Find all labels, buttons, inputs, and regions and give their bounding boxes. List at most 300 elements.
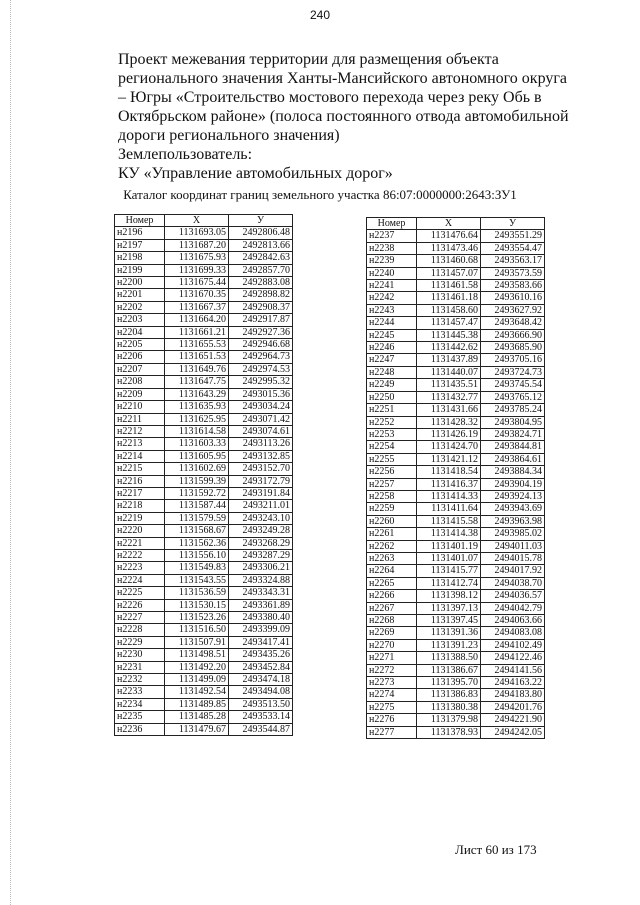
y-coordinate-cell: 2493563.17 — [481, 255, 545, 267]
point-number-cell: н2245 — [367, 329, 417, 341]
point-number-cell: н2266 — [367, 590, 417, 602]
table-row — [367, 577, 545, 589]
table-row — [367, 466, 545, 478]
point-number-cell: н2226 — [115, 599, 165, 611]
y-coordinate-cell: 2492898.82 — [229, 289, 293, 301]
point-number-cell: н2241 — [367, 280, 417, 292]
y-coordinate-cell: 2492995.32 — [229, 376, 293, 388]
heading-line: Проект межевания территории для размещения объекта — [118, 51, 499, 68]
x-coordinate-cell: 1131440.07 — [417, 366, 481, 378]
table-row — [115, 500, 293, 512]
x-coordinate-cell: 1131605.95 — [165, 450, 229, 462]
y-coordinate-cell: 2494083.08 — [481, 627, 545, 639]
table-row — [367, 664, 545, 676]
table-row — [115, 301, 293, 313]
y-coordinate-cell: 2492927.36 — [229, 326, 293, 338]
y-coordinate-cell: 2493452.84 — [229, 661, 293, 673]
table-row — [367, 515, 545, 527]
y-coordinate-cell: 2493243.10 — [229, 512, 293, 524]
y-coordinate-cell: 2494038.70 — [481, 577, 545, 589]
table-row — [115, 289, 293, 301]
point-number-cell: н2205 — [115, 339, 165, 351]
point-number-cell: н2262 — [367, 540, 417, 552]
table-row — [367, 267, 545, 279]
coordinates-table-left — [114, 214, 293, 736]
heading-line: регионального значения Ханты-Мансийского автономного округа — [118, 70, 568, 87]
x-coordinate-cell: 1131651.53 — [165, 351, 229, 363]
point-number-cell: н2249 — [367, 379, 417, 391]
y-coordinate-cell: 2493765.12 — [481, 391, 545, 403]
table-row — [367, 540, 545, 552]
table-row — [115, 401, 293, 413]
y-coordinate-cell: 2493513.50 — [229, 698, 293, 710]
table-row — [115, 686, 293, 698]
point-number-cell: н2216 — [115, 475, 165, 487]
point-number-cell: н2201 — [115, 289, 165, 301]
y-coordinate-cell: 2493361.89 — [229, 599, 293, 611]
y-coordinate-cell: 2494141.56 — [481, 664, 545, 676]
table-row — [115, 711, 293, 723]
y-coordinate-cell: 2494063.66 — [481, 615, 545, 627]
x-coordinate-cell: 1131461.58 — [417, 280, 481, 292]
column-header-y: У — [229, 215, 293, 227]
x-coordinate-cell: 1131670.35 — [165, 289, 229, 301]
point-number-cell: н2276 — [367, 714, 417, 726]
point-number-cell: н2251 — [367, 404, 417, 416]
page-number: 240 — [309, 8, 331, 22]
x-coordinate-cell: 1131386.67 — [417, 664, 481, 676]
point-number-cell: н2265 — [367, 577, 417, 589]
table-row — [367, 304, 545, 316]
y-coordinate-cell: 2492883.08 — [229, 277, 293, 289]
x-coordinate-cell: 1131568.67 — [165, 525, 229, 537]
table-row — [115, 537, 293, 549]
y-coordinate-cell: 2493685.90 — [481, 342, 545, 354]
table-row — [115, 376, 293, 388]
y-coordinate-cell: 2493113.26 — [229, 438, 293, 450]
table-row — [367, 441, 545, 453]
point-number-cell: н2219 — [115, 512, 165, 524]
y-coordinate-cell: 2492857.70 — [229, 264, 293, 276]
point-number-cell: н2275 — [367, 701, 417, 713]
point-number-cell: н2274 — [367, 689, 417, 701]
x-coordinate-cell: 1131507.91 — [165, 636, 229, 648]
x-coordinate-cell: 1131415.77 — [417, 565, 481, 577]
y-coordinate-cell: 2492917.87 — [229, 314, 293, 326]
table-row — [115, 661, 293, 673]
y-coordinate-cell: 2493985.02 — [481, 528, 545, 540]
point-number-cell: н2259 — [367, 503, 417, 515]
y-coordinate-cell: 2493399.09 — [229, 624, 293, 636]
point-number-cell: н2208 — [115, 376, 165, 388]
x-coordinate-cell: 1131458.60 — [417, 304, 481, 316]
table-row — [367, 639, 545, 651]
table-row — [367, 280, 545, 292]
point-number-cell: н2200 — [115, 277, 165, 289]
table-row — [367, 677, 545, 689]
y-coordinate-cell: 2493474.18 — [229, 674, 293, 686]
x-coordinate-cell: 1131435.51 — [417, 379, 481, 391]
x-coordinate-cell: 1131592.72 — [165, 487, 229, 499]
document-heading — [118, 50, 569, 183]
y-coordinate-cell: 2492974.53 — [229, 363, 293, 375]
point-number-cell: н2224 — [115, 574, 165, 586]
y-coordinate-cell: 2493573.59 — [481, 267, 545, 279]
x-coordinate-cell: 1131398.12 — [417, 590, 481, 602]
point-number-cell: н2254 — [367, 441, 417, 453]
table-row — [115, 649, 293, 661]
point-number-cell: н2223 — [115, 562, 165, 574]
y-coordinate-cell: 2492842.63 — [229, 252, 293, 264]
x-coordinate-cell: 1131379.98 — [417, 714, 481, 726]
y-coordinate-cell: 2493544.87 — [229, 723, 293, 735]
y-coordinate-cell: 2494163.22 — [481, 677, 545, 689]
x-coordinate-cell: 1131414.33 — [417, 490, 481, 502]
point-number-cell: н2225 — [115, 587, 165, 599]
x-coordinate-cell: 1131457.07 — [417, 267, 481, 279]
y-coordinate-cell: 2493785.24 — [481, 404, 545, 416]
page-edge-divider — [10, 0, 11, 905]
x-coordinate-cell: 1131421.12 — [417, 453, 481, 465]
point-number-cell: н2236 — [115, 723, 165, 735]
x-coordinate-cell: 1131401.07 — [417, 552, 481, 564]
point-number-cell: н2222 — [115, 549, 165, 561]
point-number-cell: н2272 — [367, 664, 417, 676]
table-row — [115, 587, 293, 599]
x-coordinate-cell: 1131587.44 — [165, 500, 229, 512]
y-coordinate-cell: 2493648.42 — [481, 317, 545, 329]
x-coordinate-cell: 1131492.54 — [165, 686, 229, 698]
point-number-cell: н2227 — [115, 612, 165, 624]
table-row — [367, 428, 545, 440]
table-row — [367, 590, 545, 602]
x-coordinate-cell: 1131499.09 — [165, 674, 229, 686]
x-coordinate-cell: 1131476.64 — [417, 230, 481, 242]
point-number-cell: н2229 — [115, 636, 165, 648]
table-row — [115, 624, 293, 636]
point-number-cell: н2261 — [367, 528, 417, 540]
point-number-cell: н2246 — [367, 342, 417, 354]
table-row — [115, 239, 293, 251]
table-row — [115, 723, 293, 735]
point-number-cell: н2238 — [367, 242, 417, 254]
table-row — [115, 314, 293, 326]
y-coordinate-cell: 2494201.76 — [481, 701, 545, 713]
table-row — [367, 726, 545, 738]
y-coordinate-cell: 2493435.26 — [229, 649, 293, 661]
table-row — [115, 612, 293, 624]
x-coordinate-cell: 1131457.47 — [417, 317, 481, 329]
x-coordinate-cell: 1131492.20 — [165, 661, 229, 673]
point-number-cell: н2220 — [115, 525, 165, 537]
table-row — [115, 363, 293, 375]
x-coordinate-cell: 1131549.83 — [165, 562, 229, 574]
table-row — [367, 503, 545, 515]
table-header-row — [367, 218, 545, 230]
x-coordinate-cell: 1131667.37 — [165, 301, 229, 313]
point-number-cell: н2209 — [115, 388, 165, 400]
y-coordinate-cell: 2493705.16 — [481, 354, 545, 366]
point-number-cell: н2198 — [115, 252, 165, 264]
point-number-cell: н2196 — [115, 227, 165, 239]
x-coordinate-cell: 1131649.76 — [165, 363, 229, 375]
column-header-number: Номер — [367, 218, 417, 230]
x-coordinate-cell: 1131556.10 — [165, 549, 229, 561]
table-row — [115, 525, 293, 537]
table-row — [115, 674, 293, 686]
y-coordinate-cell: 2493864.61 — [481, 453, 545, 465]
y-coordinate-cell: 2493015.36 — [229, 388, 293, 400]
table-row — [367, 391, 545, 403]
y-coordinate-cell: 2493287.29 — [229, 549, 293, 561]
x-coordinate-cell: 1131599.39 — [165, 475, 229, 487]
x-coordinate-cell: 1131395.70 — [417, 677, 481, 689]
x-coordinate-cell: 1131498.51 — [165, 649, 229, 661]
x-coordinate-cell: 1131614.58 — [165, 425, 229, 437]
x-coordinate-cell: 1131655.53 — [165, 339, 229, 351]
x-coordinate-cell: 1131543.55 — [165, 574, 229, 586]
point-number-cell: н2248 — [367, 366, 417, 378]
x-coordinate-cell: 1131460.68 — [417, 255, 481, 267]
y-coordinate-cell: 2493804.95 — [481, 416, 545, 428]
point-number-cell: н2268 — [367, 615, 417, 627]
table-row — [367, 342, 545, 354]
y-coordinate-cell: 2493551.29 — [481, 230, 545, 242]
column-header-x: X — [417, 218, 481, 230]
y-coordinate-cell: 2493494.08 — [229, 686, 293, 698]
point-number-cell: н2243 — [367, 304, 417, 316]
y-coordinate-cell: 2493172.79 — [229, 475, 293, 487]
point-number-cell: н2210 — [115, 401, 165, 413]
point-number-cell: н2204 — [115, 326, 165, 338]
x-coordinate-cell: 1131391.23 — [417, 639, 481, 651]
table-row — [367, 366, 545, 378]
table-row — [367, 615, 545, 627]
y-coordinate-cell: 2493152.70 — [229, 463, 293, 475]
y-coordinate-cell: 2494242.05 — [481, 726, 545, 738]
x-coordinate-cell: 1131479.67 — [165, 723, 229, 735]
x-coordinate-cell: 1131442.62 — [417, 342, 481, 354]
table-row — [367, 416, 545, 428]
table-row — [367, 602, 545, 614]
point-number-cell: н2239 — [367, 255, 417, 267]
point-number-cell: н2232 — [115, 674, 165, 686]
table-row — [115, 413, 293, 425]
table-row — [115, 425, 293, 437]
table-row — [115, 351, 293, 363]
point-number-cell: н2218 — [115, 500, 165, 512]
table-row — [115, 463, 293, 475]
y-coordinate-cell: 2493191.84 — [229, 487, 293, 499]
table-row — [367, 490, 545, 502]
point-number-cell: н2235 — [115, 711, 165, 723]
table-row — [367, 329, 545, 341]
table-row — [367, 701, 545, 713]
y-coordinate-cell: 2493844.81 — [481, 441, 545, 453]
x-coordinate-cell: 1131397.45 — [417, 615, 481, 627]
y-coordinate-cell: 2493963.98 — [481, 515, 545, 527]
point-number-cell: н2264 — [367, 565, 417, 577]
point-number-cell: н2214 — [115, 450, 165, 462]
x-coordinate-cell: 1131489.85 — [165, 698, 229, 710]
x-coordinate-cell: 1131579.59 — [165, 512, 229, 524]
x-coordinate-cell: 1131675.44 — [165, 277, 229, 289]
point-number-cell: н2244 — [367, 317, 417, 329]
x-coordinate-cell: 1131411.64 — [417, 503, 481, 515]
point-number-cell: н2217 — [115, 487, 165, 499]
x-coordinate-cell: 1131536.59 — [165, 587, 229, 599]
point-number-cell: н2263 — [367, 552, 417, 564]
y-coordinate-cell: 2493071.42 — [229, 413, 293, 425]
point-number-cell: н2206 — [115, 351, 165, 363]
point-number-cell: н2213 — [115, 438, 165, 450]
y-coordinate-cell: 2493554.47 — [481, 242, 545, 254]
table-row — [367, 552, 545, 564]
table-row — [115, 227, 293, 239]
y-coordinate-cell: 2493417.41 — [229, 636, 293, 648]
y-coordinate-cell: 2494011.03 — [481, 540, 545, 552]
y-coordinate-cell: 2493724.73 — [481, 366, 545, 378]
table-row — [367, 404, 545, 416]
heading-line: дороги регионального значения) — [118, 127, 340, 144]
y-coordinate-cell: 2493324.88 — [229, 574, 293, 586]
x-coordinate-cell: 1131530.15 — [165, 599, 229, 611]
table-row — [115, 574, 293, 586]
table-row — [115, 698, 293, 710]
table-row — [367, 652, 545, 664]
y-coordinate-cell: 2494036.57 — [481, 590, 545, 602]
table-row — [367, 292, 545, 304]
point-number-cell: н2203 — [115, 314, 165, 326]
x-coordinate-cell: 1131401.19 — [417, 540, 481, 552]
x-coordinate-cell: 1131602.69 — [165, 463, 229, 475]
table-row — [115, 438, 293, 450]
point-number-cell: н2271 — [367, 652, 417, 664]
point-number-cell: н2258 — [367, 490, 417, 502]
x-coordinate-cell: 1131699.33 — [165, 264, 229, 276]
point-number-cell: н2234 — [115, 698, 165, 710]
x-coordinate-cell: 1131562.36 — [165, 537, 229, 549]
y-coordinate-cell: 2493745.54 — [481, 379, 545, 391]
y-coordinate-cell: 2493610.16 — [481, 292, 545, 304]
y-coordinate-cell: 2493306.21 — [229, 562, 293, 574]
y-coordinate-cell: 2493211.01 — [229, 500, 293, 512]
table-row — [367, 379, 545, 391]
table-row — [115, 450, 293, 462]
table-row — [115, 475, 293, 487]
sheet-counter: Лист 60 из 173 — [455, 842, 537, 857]
table-row — [367, 528, 545, 540]
y-coordinate-cell: 2494221.90 — [481, 714, 545, 726]
point-number-cell: н2257 — [367, 478, 417, 490]
x-coordinate-cell: 1131523.26 — [165, 612, 229, 624]
x-coordinate-cell: 1131378.93 — [417, 726, 481, 738]
x-coordinate-cell: 1131516.50 — [165, 624, 229, 636]
point-number-cell: н2273 — [367, 677, 417, 689]
point-number-cell: н2207 — [115, 363, 165, 375]
x-coordinate-cell: 1131388.50 — [417, 652, 481, 664]
coordinates-table-right — [366, 217, 545, 739]
table-row — [115, 252, 293, 264]
point-number-cell: н2277 — [367, 726, 417, 738]
heading-line: – Югры «Строительство мостового перехода через реку Обь в — [118, 89, 542, 106]
x-coordinate-cell: 1131664.20 — [165, 314, 229, 326]
y-coordinate-cell: 2494122.46 — [481, 652, 545, 664]
table-row — [115, 599, 293, 611]
point-number-cell: н2230 — [115, 649, 165, 661]
x-coordinate-cell: 1131693.05 — [165, 227, 229, 239]
y-coordinate-cell: 2492813.66 — [229, 239, 293, 251]
x-coordinate-cell: 1131412.74 — [417, 577, 481, 589]
x-coordinate-cell: 1131687.20 — [165, 239, 229, 251]
heading-line: Октябрьском районе» (полоса постоянного отвода автомобильной — [118, 108, 569, 125]
x-coordinate-cell: 1131461.18 — [417, 292, 481, 304]
y-coordinate-cell: 2493583.66 — [481, 280, 545, 292]
x-coordinate-cell: 1131445.38 — [417, 329, 481, 341]
heading-line: КУ «Управление автомобильных дорог» — [118, 165, 393, 182]
table-row — [367, 689, 545, 701]
x-coordinate-cell: 1131418.54 — [417, 466, 481, 478]
x-coordinate-cell: 1131432.77 — [417, 391, 481, 403]
point-number-cell: н2199 — [115, 264, 165, 276]
y-coordinate-cell: 2494102.49 — [481, 639, 545, 651]
x-coordinate-cell: 1131424.70 — [417, 441, 481, 453]
x-coordinate-cell: 1131635.93 — [165, 401, 229, 413]
table-row — [115, 264, 293, 276]
y-coordinate-cell: 2494183.80 — [481, 689, 545, 701]
catalog-caption: Каталог координат границ земельного участка 86:07:0000000:2643:ЗУ1 — [123, 187, 517, 202]
y-coordinate-cell: 2492946.68 — [229, 339, 293, 351]
x-coordinate-cell: 1131415.58 — [417, 515, 481, 527]
y-coordinate-cell: 2494042.79 — [481, 602, 545, 614]
x-coordinate-cell: 1131391.36 — [417, 627, 481, 639]
x-coordinate-cell: 1131416.37 — [417, 478, 481, 490]
table-row — [115, 636, 293, 648]
point-number-cell: н2211 — [115, 413, 165, 425]
y-coordinate-cell: 2493533.14 — [229, 711, 293, 723]
point-number-cell: н2202 — [115, 301, 165, 313]
point-number-cell: н2240 — [367, 267, 417, 279]
table-row — [367, 354, 545, 366]
x-coordinate-cell: 1131625.95 — [165, 413, 229, 425]
x-coordinate-cell: 1131426.19 — [417, 428, 481, 440]
point-number-cell: н2269 — [367, 627, 417, 639]
point-number-cell: н2233 — [115, 686, 165, 698]
x-coordinate-cell: 1131647.75 — [165, 376, 229, 388]
table-row — [115, 326, 293, 338]
y-coordinate-cell: 2493884.34 — [481, 466, 545, 478]
x-coordinate-cell: 1131603.33 — [165, 438, 229, 450]
column-header-x: X — [165, 215, 229, 227]
table-row — [115, 512, 293, 524]
table-row — [367, 478, 545, 490]
point-number-cell: н2242 — [367, 292, 417, 304]
y-coordinate-cell: 2493924.13 — [481, 490, 545, 502]
point-number-cell: н2253 — [367, 428, 417, 440]
point-number-cell: н2267 — [367, 602, 417, 614]
y-coordinate-cell: 2494015.78 — [481, 552, 545, 564]
point-number-cell: н2197 — [115, 239, 165, 251]
point-number-cell: н2260 — [367, 515, 417, 527]
y-coordinate-cell: 2493943.69 — [481, 503, 545, 515]
y-coordinate-cell: 2492806.48 — [229, 227, 293, 239]
heading-line: Землепользователь: — [118, 146, 253, 163]
table-row — [115, 487, 293, 499]
point-number-cell: н2228 — [115, 624, 165, 636]
point-number-cell: н2237 — [367, 230, 417, 242]
x-coordinate-cell: 1131397.13 — [417, 602, 481, 614]
y-coordinate-cell: 2492964.73 — [229, 351, 293, 363]
